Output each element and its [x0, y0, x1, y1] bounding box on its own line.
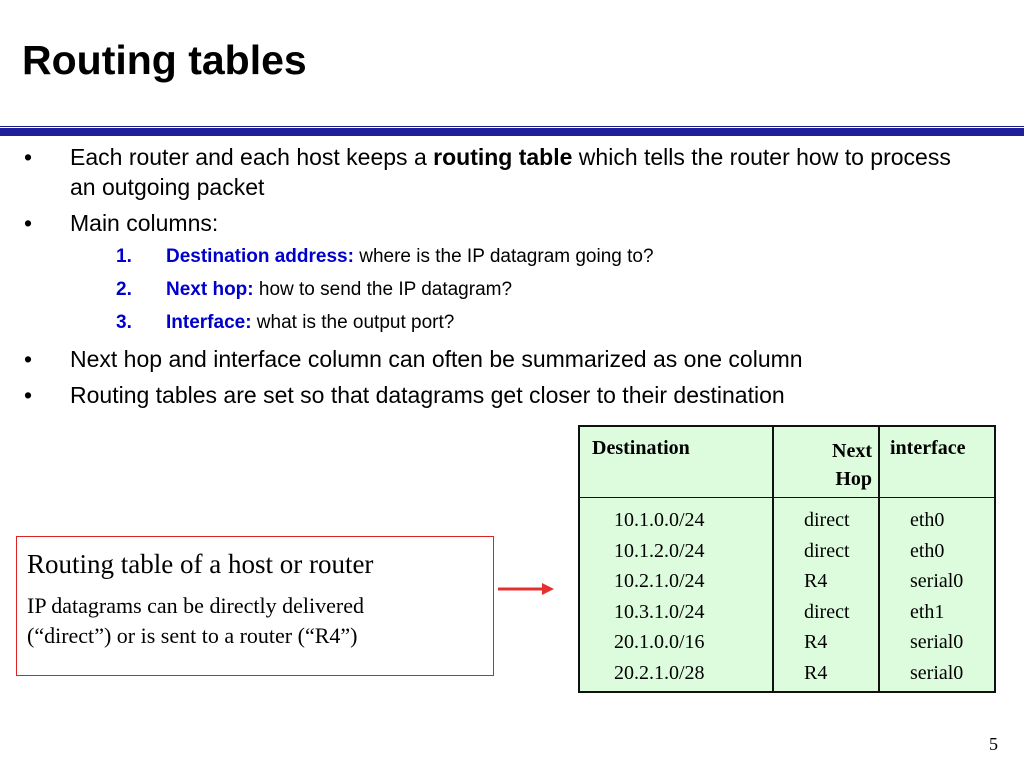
header-next-hop: Next Hop	[832, 440, 872, 490]
table-row: 10.1.2.0/24 direct eth0	[614, 539, 945, 562]
bullet-item: • Routing tables are set so that datagrams get closer to their destination	[24, 382, 785, 408]
header-destination: Destination	[592, 437, 690, 459]
bullet-list	[0, 142, 1024, 416]
title-divider-thin	[0, 126, 1024, 127]
bullet-dot: •	[24, 210, 33, 236]
routing-table-term: routing table	[433, 144, 573, 170]
page-number: 5	[989, 734, 998, 754]
bullet-item: • Main columns:	[24, 210, 219, 236]
column-item-next-hop: 2. Next hop: how to send the IP datagram?	[116, 279, 513, 300]
slide-title: Routing tables	[22, 37, 307, 83]
table-row: 10.2.1.0/24 R4 serial0	[614, 570, 964, 592]
table-row: 20.2.1.0/28 R4 serial0	[614, 661, 964, 684]
column-item-destination: 1. Destination address: where is the IP datagram going to?	[116, 246, 654, 267]
callout-heading: Routing table of a host or router	[27, 549, 374, 579]
table-row: 10.1.0.0/24 direct eth0	[614, 509, 945, 531]
header-interface: interface	[890, 437, 966, 459]
bullet-dot: •	[24, 382, 33, 408]
callout-box	[16, 536, 494, 676]
title-divider-thick	[0, 128, 1024, 136]
bullet-item: • Each router and each host keeps a routing table which tells the router how to process an outgoing packet	[24, 144, 951, 200]
table-header	[580, 427, 994, 498]
bullet-dot: •	[24, 144, 33, 170]
callout-body: IP datagrams can be directly delivered (“direct”) or is sent to a router (“R4”)	[27, 593, 364, 648]
main-columns-list	[0, 244, 1024, 336]
table-body	[580, 509, 994, 692]
routing-table	[578, 425, 996, 693]
bullet-dot: •	[24, 346, 33, 372]
bullet-item: • Next hop and interface column can often be summarized as one column	[24, 346, 803, 372]
column-item-interface: 3. Interface: what is the output port?	[116, 312, 455, 333]
arrow-right-icon	[498, 580, 558, 600]
table-row: 20.1.0.0/16 R4 serial0	[614, 631, 964, 653]
table-row: 10.3.1.0/24 direct eth1	[614, 600, 945, 623]
